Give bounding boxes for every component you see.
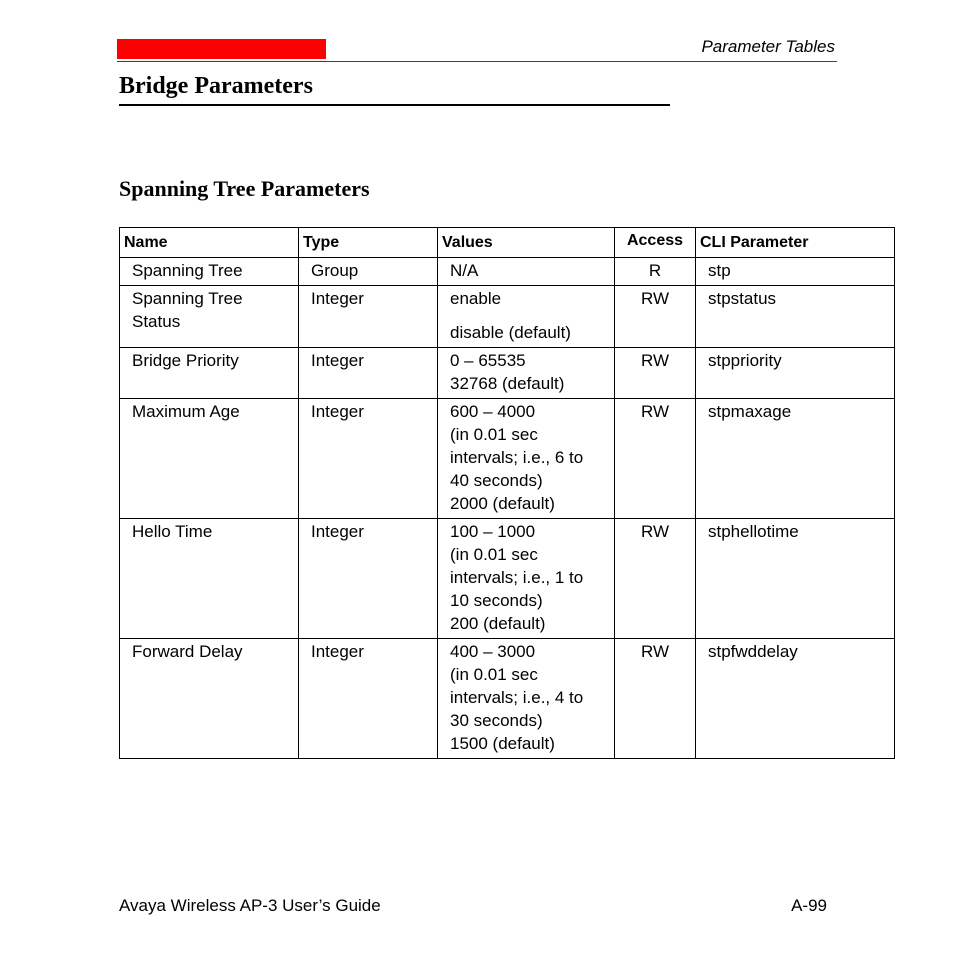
value-line: 600 – 4000 <box>450 402 536 421</box>
parameters-table <box>119 227 895 759</box>
header-accent-bar <box>117 39 326 59</box>
table-row <box>120 639 895 759</box>
column-header-name: Name <box>120 228 299 258</box>
column-header-cli-parameter: CLI Parameter <box>696 228 895 258</box>
footer-document-title: Avaya Wireless AP-3 User’s Guide <box>119 896 381 915</box>
cell-cli: stphellotime <box>696 519 895 639</box>
table-row <box>120 399 895 519</box>
cell-cli: stpfwddelay <box>696 639 895 759</box>
header-rule <box>117 61 837 62</box>
section-title: Bridge Parameters <box>119 73 313 99</box>
value-line: 100 – 1000 <box>450 522 536 541</box>
value-line: intervals; i.e., 1 to <box>450 568 584 587</box>
value-line: 10 seconds) <box>450 591 543 610</box>
value-line: 30 seconds) <box>450 711 543 730</box>
cell-name: Spanning Tree <box>120 258 299 286</box>
cell-type: Integer <box>299 519 438 639</box>
value-line: 400 – 3000 <box>450 642 536 661</box>
cell-values <box>438 519 615 639</box>
column-header-values: Values <box>438 228 615 258</box>
cell-name: Hello Time <box>120 519 299 639</box>
cell-cli: stpmaxage <box>696 399 895 519</box>
cell-type: Integer <box>299 286 438 348</box>
value-line: 1500 (default) <box>450 734 555 753</box>
column-header-access: Access <box>615 228 696 258</box>
value-line: disable (default) <box>450 323 571 342</box>
cell-type: Integer <box>299 639 438 759</box>
section-rule <box>119 104 670 106</box>
cell-cli: stppriority <box>696 348 895 399</box>
cell-access: RW <box>615 519 696 639</box>
cell-name: Maximum Age <box>120 399 299 519</box>
cell-access: RW <box>615 286 696 348</box>
cell-access: RW <box>615 399 696 519</box>
cell-values <box>438 348 615 399</box>
running-head: Parameter Tables <box>701 37 835 56</box>
value-line: N/A <box>450 261 479 280</box>
value-line: intervals; i.e., 4 to <box>450 688 584 707</box>
cell-cli: stpstatus <box>696 286 895 348</box>
column-header-type: Type <box>299 228 438 258</box>
cell-type: Integer <box>299 399 438 519</box>
table-row <box>120 348 895 399</box>
cell-name: Spanning Tree Status <box>120 286 299 348</box>
value-line: (in 0.01 sec <box>450 545 538 564</box>
cell-values <box>438 286 615 348</box>
cell-access: RW <box>615 348 696 399</box>
cell-cli: stp <box>696 258 895 286</box>
cell-type: Group <box>299 258 438 286</box>
value-line: (in 0.01 sec <box>450 425 538 444</box>
value-line: enable <box>450 289 502 308</box>
table-header-row <box>120 228 895 258</box>
cell-values <box>438 399 615 519</box>
subsection-title: Spanning Tree Parameters <box>119 176 370 201</box>
value-line: 0 – 65535 <box>450 351 526 370</box>
footer-page-number: A-99 <box>791 896 827 915</box>
cell-type: Integer <box>299 348 438 399</box>
table-row <box>120 258 895 286</box>
cell-name: Bridge Priority <box>120 348 299 399</box>
table-row <box>120 519 895 639</box>
cell-access: R <box>615 258 696 286</box>
value-line: 200 (default) <box>450 614 546 633</box>
value-line: 40 seconds) <box>450 471 543 490</box>
value-line: 32768 (default) <box>450 374 565 393</box>
value-line: 2000 (default) <box>450 494 555 513</box>
cell-values <box>438 258 615 286</box>
value-line: (in 0.01 sec <box>450 665 538 684</box>
table-row <box>120 286 895 348</box>
cell-access: RW <box>615 639 696 759</box>
cell-values <box>438 639 615 759</box>
value-line: intervals; i.e., 6 to <box>450 448 584 467</box>
cell-name: Forward Delay <box>120 639 299 759</box>
